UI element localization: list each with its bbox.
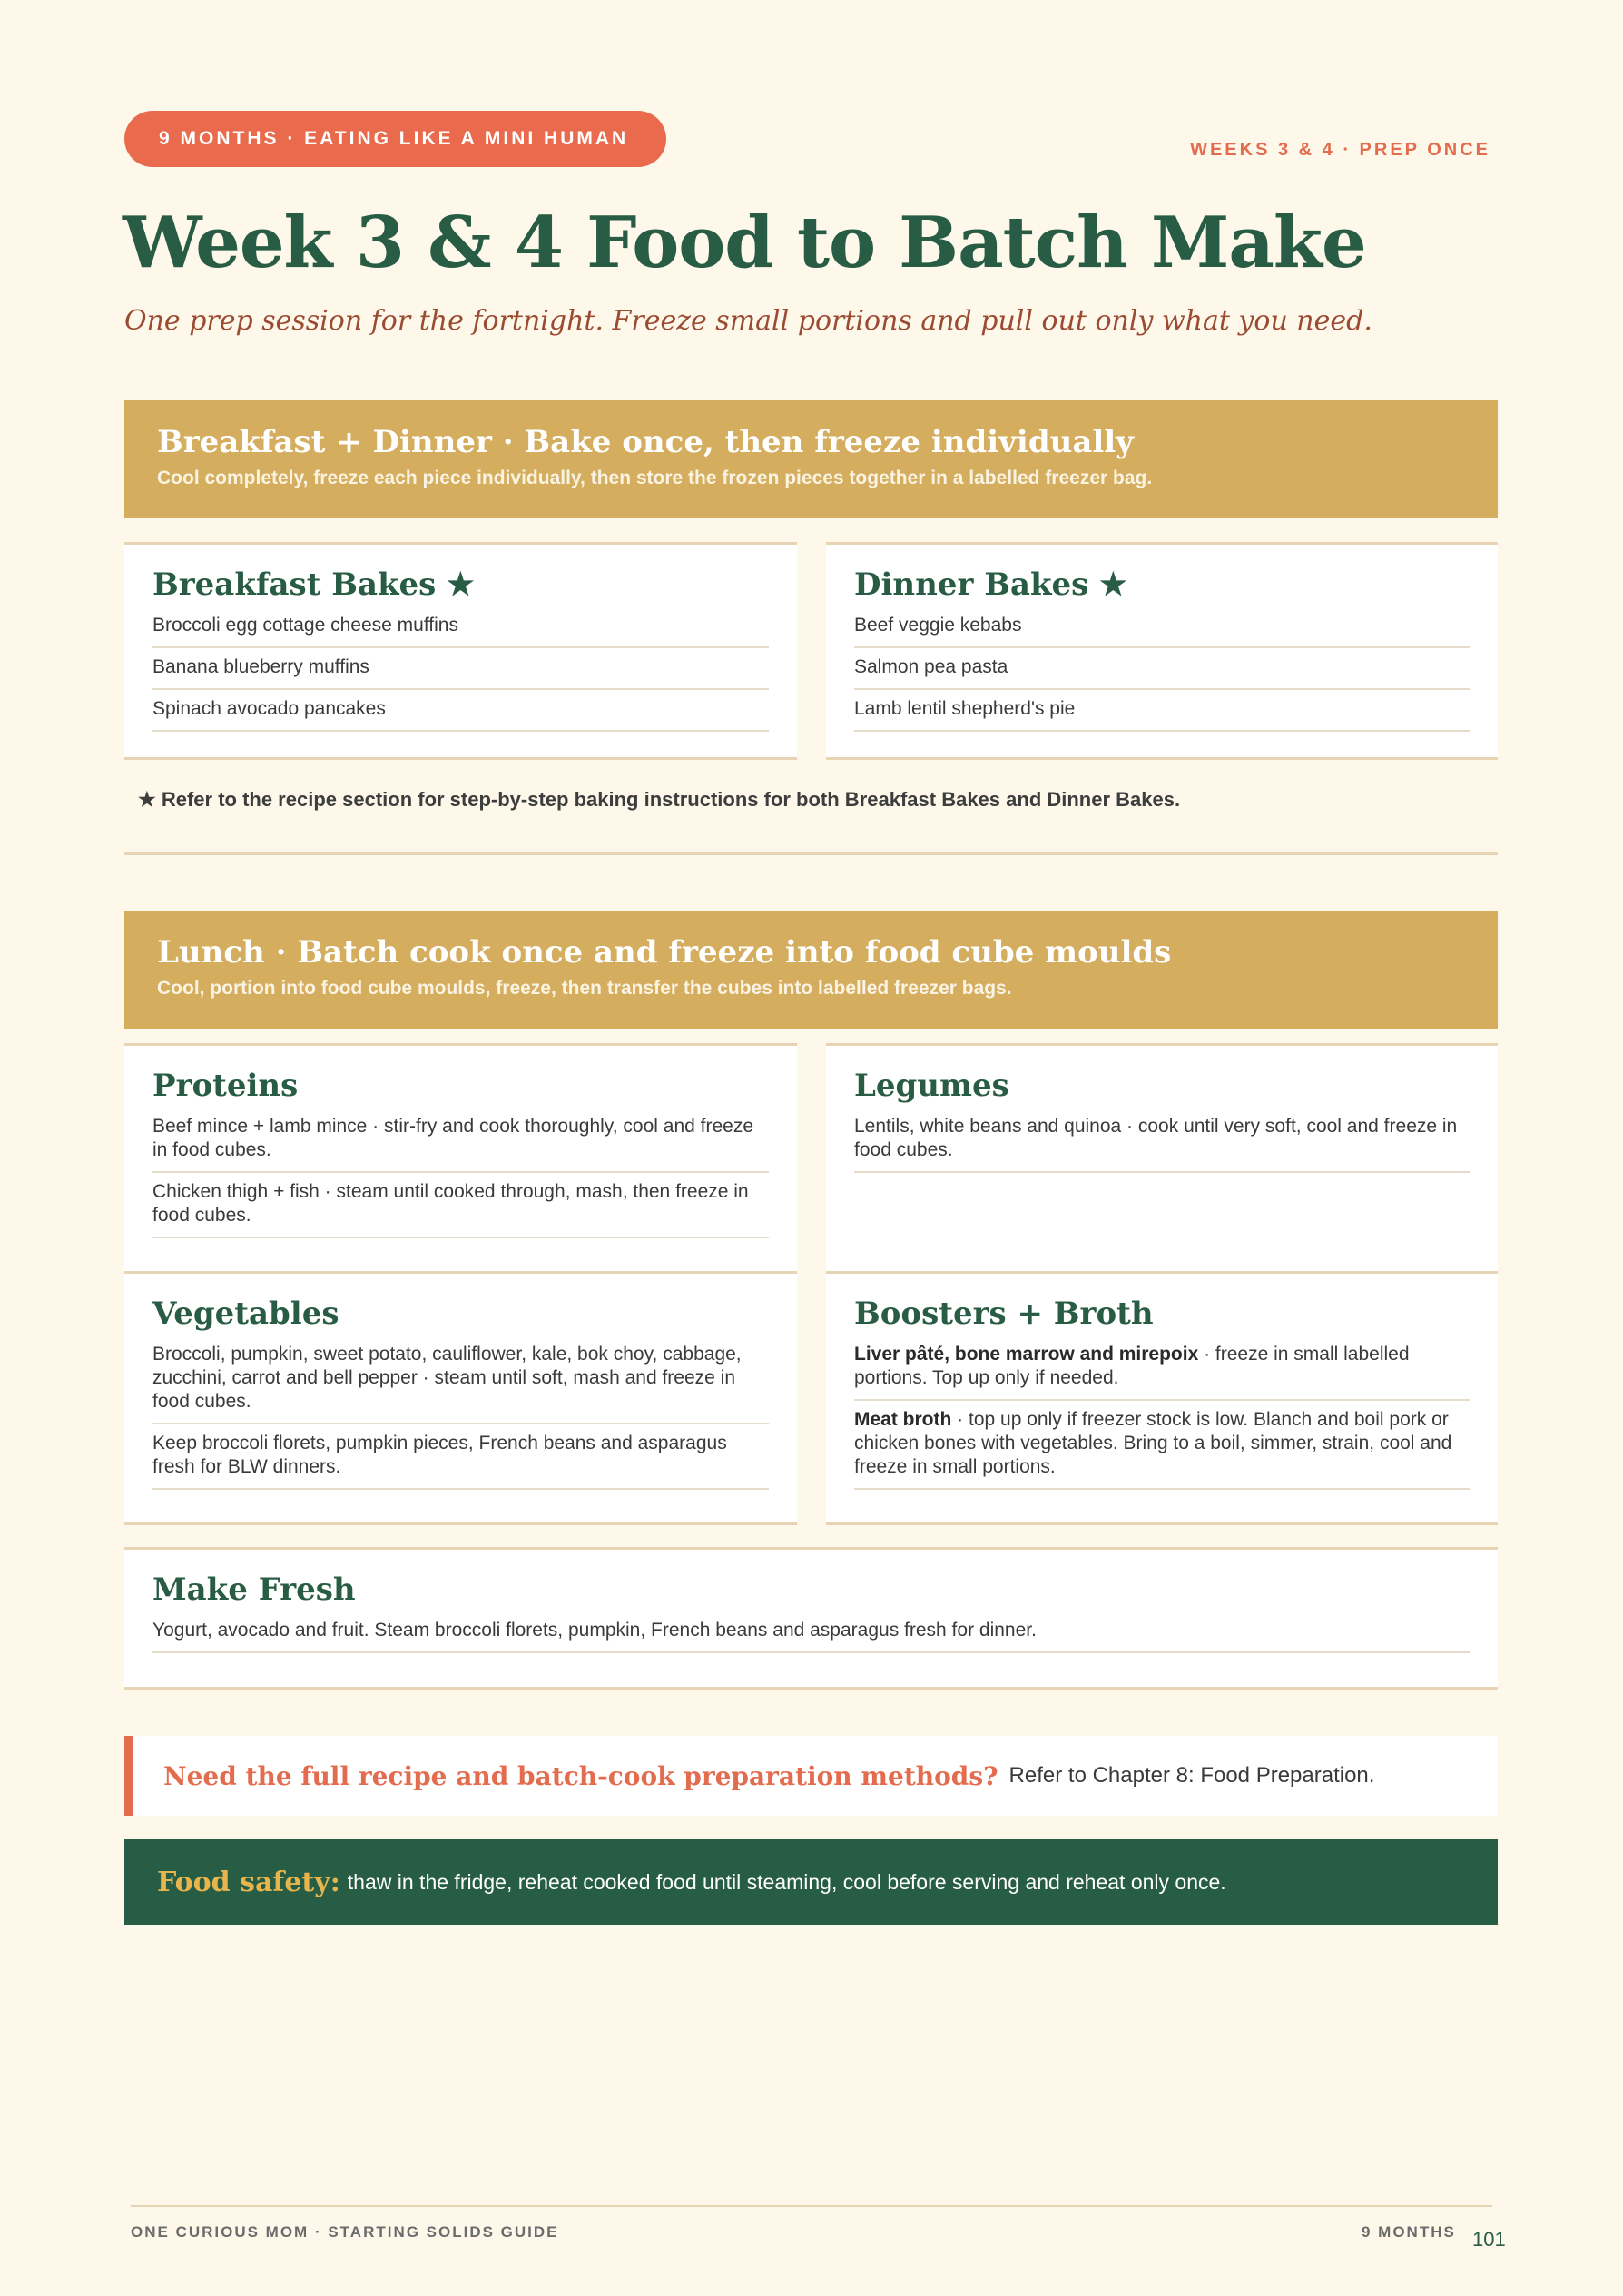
boosters-broth-card <box>826 1271 1498 1525</box>
bake-note: ★ Refer to the recipe section for step-by-step baking instructions for both Breakfast Bakes and Dinner Bakes. <box>138 788 1181 811</box>
food-safety-banner <box>124 1839 1498 1925</box>
list-item: Broccoli egg cottage cheese muffins <box>152 610 769 648</box>
lunch-section-heading: Lunch · Batch cook once and freeze into food cube moulds <box>157 934 1172 971</box>
list-item: Broccoli, pumpkin, sweet potato, cauliflower, kale, bok choy, cabbage, zucchini, carrot and bell pepper · steam until soft, mash and freeze in food cubes. <box>152 1339 769 1424</box>
list-item: Beef veggie kebabs <box>854 610 1470 648</box>
recipe-callout <box>124 1736 1498 1816</box>
callout-lead: Need the full recipe and batch-cook preparation methods? <box>163 1760 998 1791</box>
item-bold: Liver pâté, bone marrow and mirepoix <box>854 1344 1199 1365</box>
list-item: Lamb lentil shepherd's pie <box>854 690 1470 732</box>
legumes-title: Legumes <box>854 1068 1009 1104</box>
week-label: WEEKS 3 & 4 · PREP ONCE <box>1190 140 1490 160</box>
legumes-card <box>826 1043 1498 1274</box>
list-item: Yogurt, avocado and fruit. Steam broccoli florets, pumpkin, French beans and asparagus fresh for dinner. <box>152 1615 1470 1653</box>
item-text: · freeze in small labelled portions. Top up only if needed. <box>854 1344 1410 1388</box>
list-item: Beef mince + lamb mince · stir-fry and cook thoroughly, cool and freeze in food cubes. <box>152 1111 769 1173</box>
food-safety-text: thaw in the fridge, reheat cooked food until steaming, cool before serving and reheat only once. <box>347 1869 1226 1894</box>
make-fresh-title: Make Fresh <box>152 1572 356 1608</box>
bake-section-heading: Breakfast + Dinner · Bake once, then freeze individually <box>157 424 1134 460</box>
section-pill: 9 MONTHS · EATING LIKE A MINI HUMAN <box>124 111 666 167</box>
footer-right: 9 MONTHS <box>1362 2223 1456 2241</box>
list-item <box>854 1401 1470 1490</box>
list-item: Banana blueberry muffins <box>152 648 769 690</box>
dinner-bakes-title: Dinner Bakes ★ <box>854 567 1127 603</box>
list-item: Keep broccoli florets, pumpkin pieces, French beans and asparagus fresh for BLW dinners. <box>152 1424 769 1490</box>
page-subtitle: One prep session for the fortnight. Freeze small portions and pull out only what you need. <box>124 305 1372 337</box>
dinner-bakes-card <box>826 542 1498 760</box>
divider <box>124 852 1498 855</box>
bake-section-description: Cool completely, freeze each piece individually, then store the frozen pieces together in a labelled freezer bag. <box>157 468 1153 488</box>
breakfast-bakes-title: Breakfast Bakes ★ <box>152 567 475 603</box>
vegetables-title: Vegetables <box>152 1296 339 1332</box>
item-text: · top up only if freezer stock is low. Blanch and boil pork or chicken bones with vegetables. Bring to a boil, simmer, strain, cool and freeze in small portions. <box>854 1409 1452 1477</box>
list-item: Spinach avocado pancakes <box>152 690 769 732</box>
page-number: 101 <box>1472 2228 1506 2251</box>
footer-divider <box>131 2205 1492 2207</box>
make-fresh-card <box>124 1547 1498 1690</box>
vegetables-card <box>124 1271 797 1525</box>
bake-section-band <box>124 400 1498 518</box>
footer-left: ONE CURIOUS MOM · STARTING SOLIDS GUIDE <box>131 2223 559 2241</box>
list-item: Chicken thigh + fish · steam until cooked through, mash, then freeze in food cubes. <box>152 1173 769 1238</box>
list-item: Salmon pea pasta <box>854 648 1470 690</box>
page-title: Week 3 & 4 Food to Batch Make <box>123 202 1366 284</box>
food-safety-lead: Food safety: <box>157 1866 340 1898</box>
list-item: Lentils, white beans and quinoa · cook until very soft, cool and freeze in food cubes. <box>854 1111 1470 1173</box>
boosters-broth-title: Boosters + Broth <box>854 1296 1154 1332</box>
item-bold: Meat broth <box>854 1409 952 1430</box>
lunch-section-description: Cool, portion into food cube moulds, freeze, then transfer the cubes into labelled freezer bags. <box>157 978 1012 999</box>
proteins-card <box>124 1043 797 1274</box>
proteins-title: Proteins <box>152 1068 299 1104</box>
breakfast-bakes-card <box>124 542 797 760</box>
list-item <box>854 1339 1470 1401</box>
lunch-section-band <box>124 911 1498 1029</box>
callout-text: Refer to Chapter 8: Food Preparation. <box>1008 1763 1375 1788</box>
